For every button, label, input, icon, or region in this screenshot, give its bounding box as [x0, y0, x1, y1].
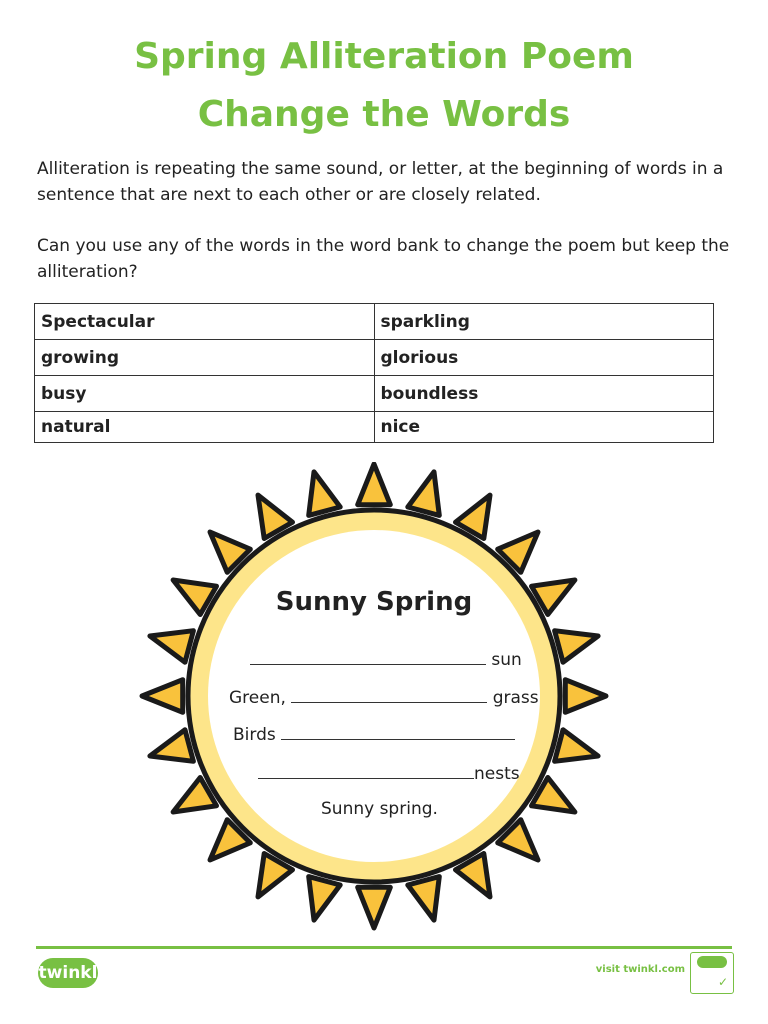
sun-ray	[358, 464, 391, 505]
word-cell: nice	[374, 412, 714, 443]
poem-line-5: Sunny spring.	[321, 799, 438, 819]
sun-ray	[142, 680, 183, 713]
poem-word: sun	[491, 650, 522, 670]
poem-line-4	[258, 760, 520, 784]
sun-ray	[555, 730, 599, 762]
intro-definition: Alliteration is repeating the same sound, or letter, at the beginning of words in a sentence that are next to each other or are closely related.	[37, 159, 724, 205]
table-row	[35, 376, 714, 412]
poem-line-3	[233, 721, 515, 745]
blank-field[interactable]	[291, 684, 487, 703]
sun-ray	[555, 631, 599, 663]
table-row	[35, 340, 714, 376]
page-title: Spring Alliteration Poem	[134, 36, 634, 77]
footer-divider	[36, 946, 732, 949]
sun-ray	[309, 472, 341, 516]
visit-link[interactable]: visit twinkl.com	[595, 964, 685, 975]
word-cell: natural	[35, 412, 375, 443]
word-cell: growing	[35, 340, 375, 376]
blank-field[interactable]	[258, 760, 474, 779]
quality-badge-icon	[690, 952, 734, 994]
check-icon: ✓	[718, 975, 729, 989]
word-bank-table	[34, 303, 714, 443]
badge-banner	[697, 956, 727, 968]
blank-field[interactable]	[281, 721, 515, 740]
table-row	[35, 412, 714, 443]
word-cell: Spectacular	[35, 304, 375, 340]
sun-ray	[408, 877, 440, 921]
sun-ray	[408, 472, 440, 516]
blank-field[interactable]	[250, 646, 486, 665]
sun-ray	[309, 877, 341, 921]
poem-word: Birds	[233, 725, 276, 745]
page-subtitle: Change the Words	[197, 94, 571, 135]
poem-word: nests	[474, 764, 520, 784]
poem-line-2	[229, 684, 539, 708]
word-cell: sparkling	[374, 304, 714, 340]
poem-line-1	[250, 646, 522, 670]
sun-ray	[150, 730, 194, 762]
intro-question: Can you use any of the words in the word bank to change the poem but keep the alliteration?	[37, 236, 730, 282]
poem-word: grass	[492, 688, 539, 708]
poem-word: Green,	[229, 688, 286, 708]
sun-ray	[150, 631, 194, 663]
word-cell: boundless	[374, 376, 714, 412]
word-cell: busy	[35, 376, 375, 412]
table-row	[35, 304, 714, 340]
poem-title: Sunny Spring	[275, 587, 473, 617]
sun-ray	[565, 680, 606, 713]
word-cell: glorious	[374, 340, 714, 376]
sun-ray	[358, 887, 391, 928]
twinkl-logo-icon[interactable]: twinkl	[38, 958, 98, 988]
